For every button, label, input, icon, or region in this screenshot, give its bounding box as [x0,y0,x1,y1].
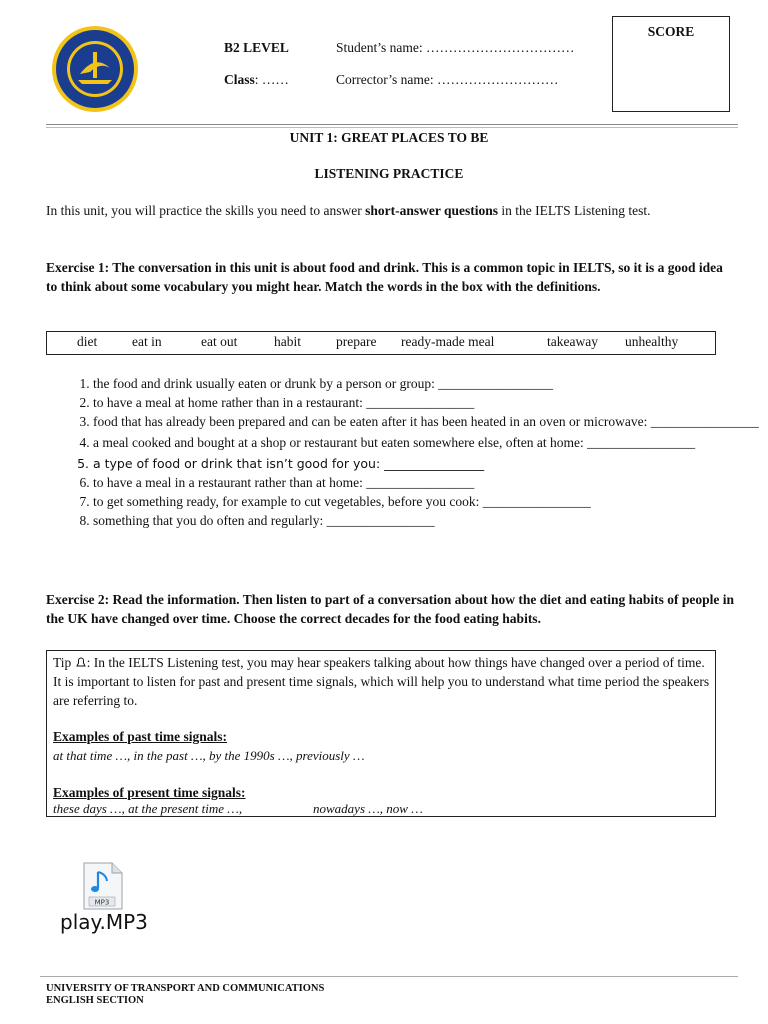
university-logo [50,24,140,114]
definition-list [46,374,768,530]
word-item: takeaway [547,334,598,349]
class-field [224,72,289,88]
student-name-field: Student’s name: …………………………… [336,40,575,55]
word-item: diet [77,334,98,349]
word-item: prepare [336,334,377,349]
score-box [612,16,730,112]
intro-bold: short-answer questions [365,203,498,218]
word-item: eat in [132,334,162,349]
footer-section: ENGLISH SECTION [46,995,144,1006]
word-item: eat out [201,334,238,349]
list-item: 7. to get something ready, for example to cut vegetables, before you cook: ________________ [93,492,768,511]
past-signals-examples: at that time …, in the past …, by the 1990s …, previously … [53,748,365,763]
class-value: : …… [254,72,289,87]
list-item: 6. to have a meal in a restaurant rather than at home: ________________ [93,473,768,492]
bell-icon [75,656,87,668]
word-item: unhealthy [625,334,679,349]
unit-title: UNIT 1: GREAT PLACES TO BE [289,130,489,145]
mp3-icon-text: MP3 [94,898,110,907]
intro-text-end: in the IELTS Listening test. [497,203,651,218]
corrector-name-field: Corrector’s name: ……………………… [336,72,559,87]
audio-file-icon[interactable] [80,862,124,910]
tip-box [46,650,716,817]
word-item: habit [274,334,301,349]
footer-university: UNIVERSITY OF TRANSPORT AND COMMUNICATIONS [46,983,325,994]
present-signals-heading: Examples of present time signals: [53,785,246,800]
word-item: ready-made meal [401,334,495,349]
intro-text: In this unit, you will practice the skills you need to answer [46,203,366,218]
intro-paragraph [46,201,736,220]
level-label: B2 LEVEL [224,40,289,55]
list-item: 8. something that you do often and regularly: ________________ [93,511,768,530]
header-divider [46,124,738,125]
class-label: Class [224,72,255,87]
list-item: 4. a meal cooked and bought at a shop or restaurant but eaten somewhere else, often at home: ________________ [93,433,768,452]
header-divider-secondary [46,127,738,128]
list-item: 5. a type of food or drink that isn’t good for you: ________________ [93,454,768,473]
tip-paragraph [53,653,713,710]
section-title: LISTENING PRACTICE [314,166,464,181]
play-mp3-link[interactable]: play.MP3 [60,910,148,934]
list-item: 3. food that has already been prepared and can be eaten after it has been heated in an oven or microwave: ________________ [93,412,768,431]
present-signals-examples: these days …, at the present time …, [53,801,243,816]
list-item: 1. the food and drink usually eaten or drunk by a person or group: _________________ [93,374,768,393]
list-item: 2. to have a meal at home rather than in a restaurant: ________________ [93,393,768,412]
score-label: SCORE [647,24,695,39]
present-signals-examples-2: nowadays …, now … [313,801,423,816]
past-signals-heading: Examples of past time signals: [53,729,228,744]
tip-label: Tip [53,655,72,670]
exercise1-instruction: Exercise 1: The conversation in this unit is about food and drink. This is a common topic in IELTS, so it is a good idea to think about some vocabulary you might hear. Match the words in the box with the definitions. [46,260,723,294]
word-box [46,331,716,355]
footer-divider [40,976,738,977]
exercise2-instruction: Exercise 2: Read the information. Then listen to part of a conversation about how the diet and eating habits of people in the UK have changed over time. Choose the correct decades for the food eating habits. [46,592,735,626]
tip-text: : In the IELTS Listening test, you may hear speakers talking about how things have changed over a period of time. It is important to listen for past and present time signals, which will help you to understand what time period the speakers are referring to. [53,655,710,708]
